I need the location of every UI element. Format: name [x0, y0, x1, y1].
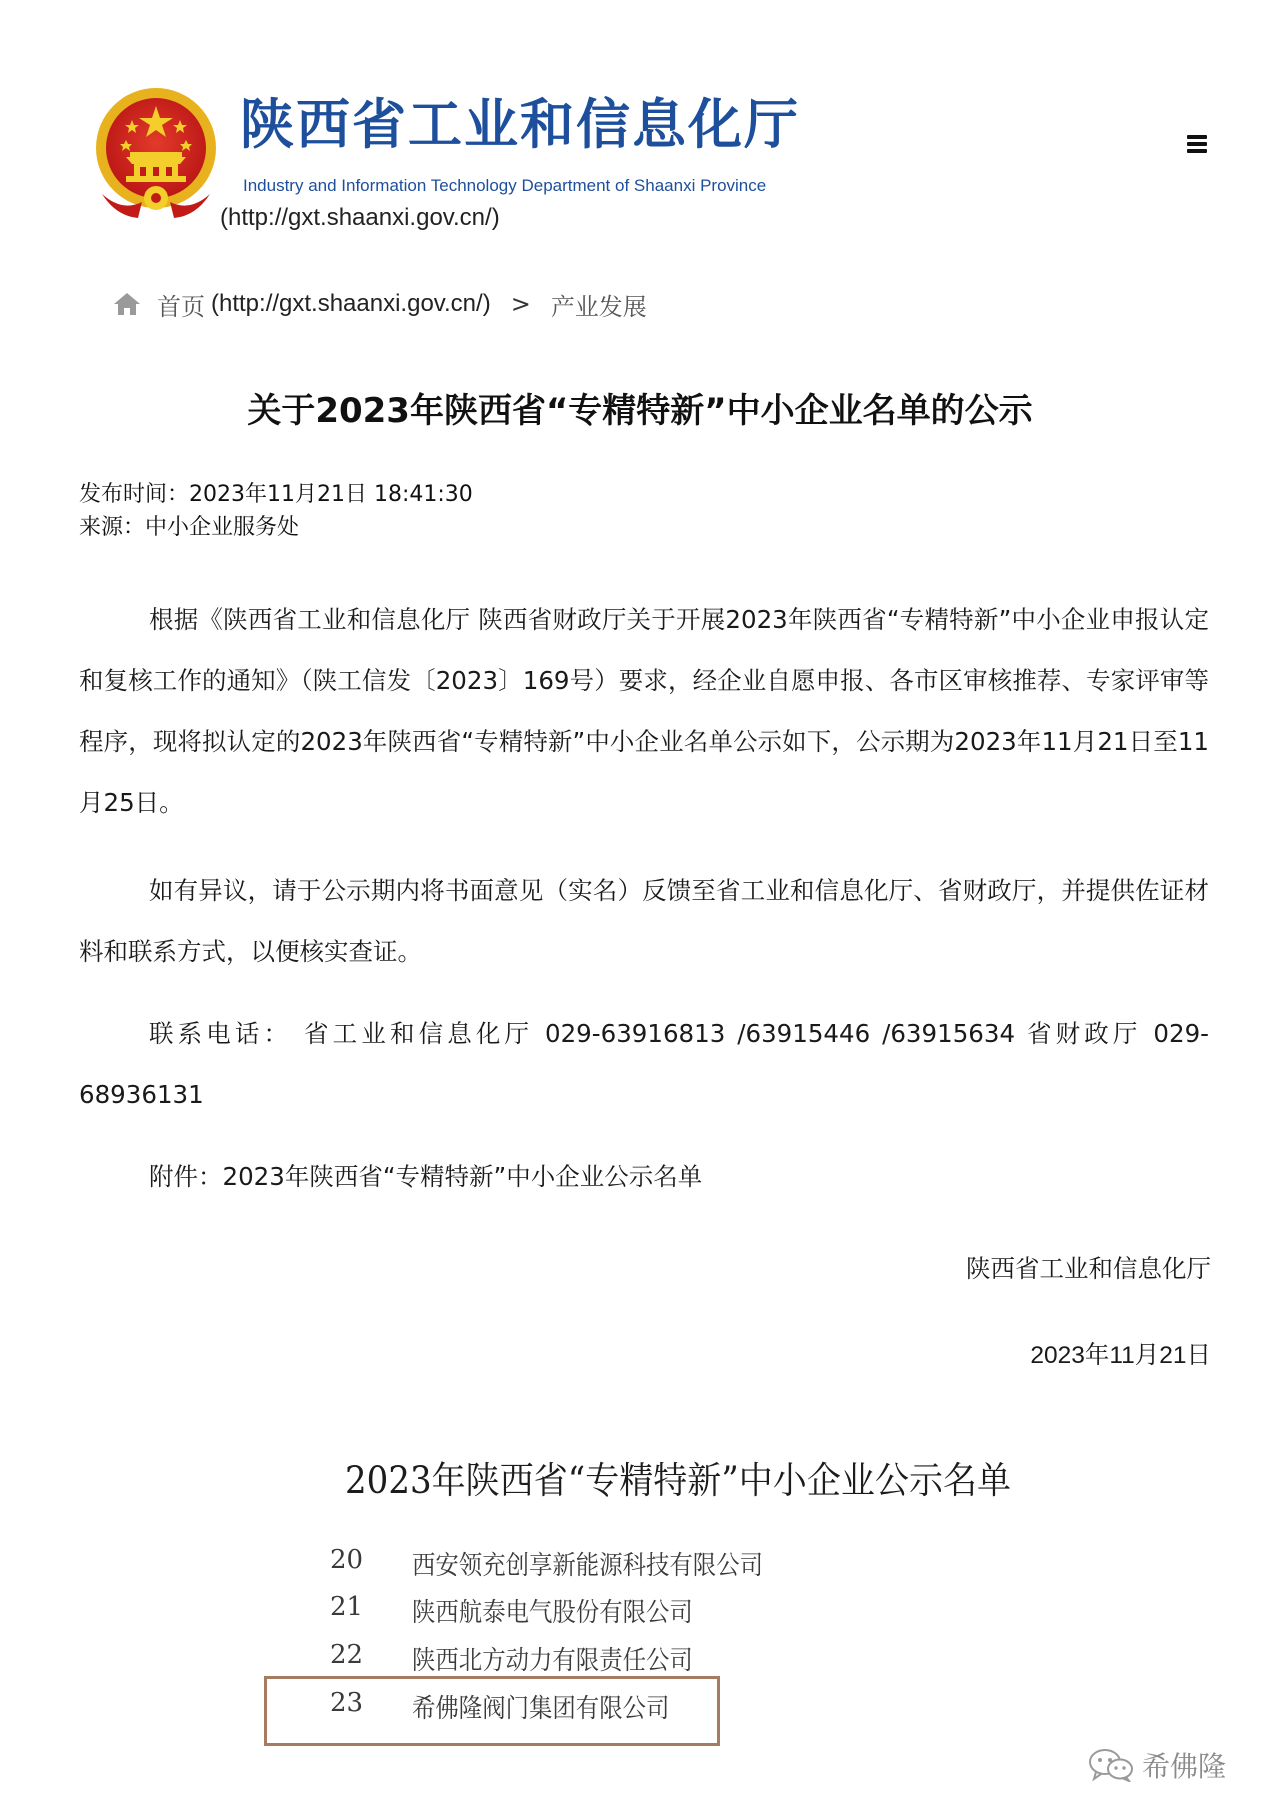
list-item-number: 23: [330, 1688, 364, 1718]
breadcrumb-home-url[interactable]: (http://gxt.shaanxi.gov.cn/): [211, 290, 491, 317]
breadcrumb: [113, 287, 647, 321]
list-item-company: 陕西北方动力有限责任公司: [412, 1646, 693, 1676]
national-emblem-icon[interactable]: [92, 86, 220, 222]
publish-time: 发布时间：2023年11月21日 18:41:30: [79, 482, 473, 507]
site-header: [0, 0, 1280, 250]
article-meta: [79, 478, 473, 544]
list-item-company: 希佛隆阀门集团有限公司: [412, 1694, 670, 1724]
list-item-number: 21: [330, 1592, 364, 1622]
site-name[interactable]: 陕西省工业和信息化厅: [240, 93, 800, 156]
list-item-company: 陕西航泰电气股份有限公司: [412, 1598, 693, 1628]
watermark-text: 希佛隆: [1142, 1750, 1227, 1783]
wechat-icon: [1088, 1748, 1134, 1782]
breadcrumb-separator: >: [510, 290, 531, 318]
breadcrumb-home-link[interactable]: 首页: [157, 292, 205, 321]
article-title: 关于2023年陕西省“专精特新”中小企业名单的公示: [247, 391, 1033, 431]
watermark: [1088, 1745, 1226, 1785]
article-paragraph: 根据《陕西省工业和信息化厅 陕西省财政厅关于开展2023年陕西省“专精特新”中小企业申报认定和复核工作的通知》（陕工信发〔2023〕169号）要求，经企业自愿申报、各市区审核推荐、专家评审等程序，现将拟认定的2023年陕西省“专精特新”中小企业名单公示如下，公示期为2023年11月21日至11月25日。: [79, 605, 1209, 817]
article-source: 来源：中小企业服务处: [79, 515, 300, 540]
list-title: 2023年陕西省“专精特新”中小企业公示名单: [345, 1459, 1012, 1502]
site-url-link[interactable]: (http://gxt.shaanxi.gov.cn/): [220, 204, 500, 231]
breadcrumb-current[interactable]: 产业发展: [550, 292, 647, 321]
highlight-box: [264, 1676, 720, 1746]
attachment-paragraph: 附件：2023年陕西省“专精特新”中小企业公示名单: [149, 1162, 703, 1191]
list-item-company: 西安领充创享新能源科技有限公司: [412, 1551, 764, 1581]
list-item-number: 22: [330, 1640, 364, 1670]
signature-organization: 陕西省工业和信息化厅: [966, 1254, 1211, 1283]
home-icon[interactable]: [113, 291, 141, 317]
site-name-english: Industry and Information Technology Department of Shaanxi Province: [243, 176, 767, 195]
contact-paragraph: 联系电话： 省工业和信息化厅 029-63916813 /63915446 /63915634 省财政厅 029-68936131: [79, 1019, 1209, 1109]
hamburger-menu-icon[interactable]: [1180, 128, 1214, 162]
signature-date: 2023年11月21日: [1030, 1342, 1211, 1369]
list-item-number: 20: [330, 1545, 364, 1575]
article-paragraph: 如有异议，请于公示期内将书面意见（实名）反馈至省工业和信息化厅、省财政厅，并提供佐证材料和联系方式，以便核实查证。: [79, 876, 1209, 966]
